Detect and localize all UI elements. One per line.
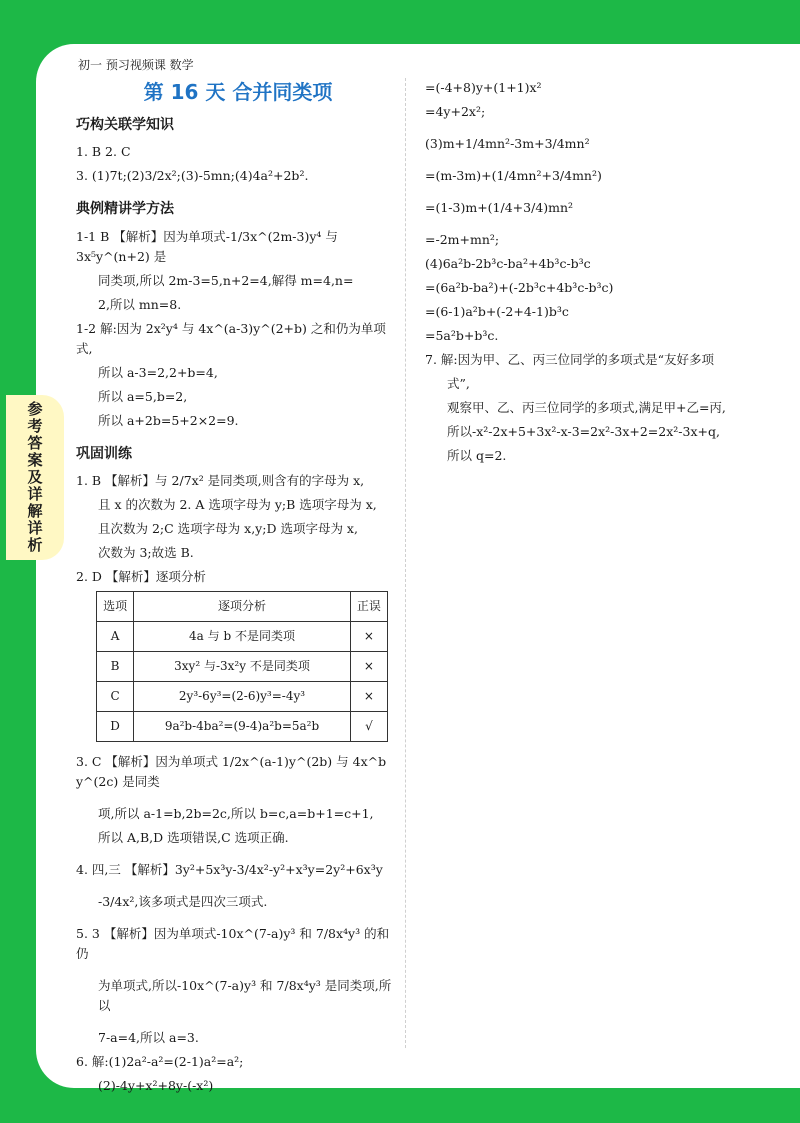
table-header: 选项 [97, 592, 134, 622]
answer-line: 1-1 B 【解析】因为单项式-1/3x^(2m-3)y⁴ 与 3x⁵y^(n+2) 是 [76, 228, 338, 264]
answer-line: 所以 a=5,b=2, [98, 388, 188, 404]
left-column [76, 110, 394, 1100]
answer-line: 为单项式,所以-10x^(7-a)y³ 和 7/8x⁴y³ 是同类项,所以 [98, 978, 392, 1014]
section-title: 典例精讲学方法 [76, 201, 174, 218]
table-cell: D [97, 712, 134, 742]
answer-line: 观察甲、乙、丙三位同学的多项式,满足甲+乙=丙, [447, 400, 726, 415]
answer-line: 所以 q=2. [447, 448, 507, 463]
answer-line: 3. C 【解析】因为单项式 1/2x^(a-1)y^(2b) 与 4x^b y^(2c) 是同类 [76, 754, 387, 790]
page-title: 第 16 天 合并同类项 [143, 80, 333, 104]
answer-line: 次数为 3;故选 B. [98, 545, 194, 561]
table-row [97, 622, 388, 652]
table-header: 正误 [350, 592, 387, 622]
table-cell: √ [350, 712, 387, 742]
table-cell: × [350, 622, 387, 652]
analysis-table [96, 591, 388, 742]
side-tab [6, 395, 64, 560]
table-cell: × [350, 652, 387, 682]
answer-line: 4. 四,三 【解析】3y²+5x³y-3/4x²-y²+x³y=2y²+6x³y [76, 862, 383, 878]
table-cell: B [97, 652, 134, 682]
section-title: 巩固训练 [76, 445, 132, 462]
answer-line: 所以 a-3=2,2+b=4, [98, 364, 218, 380]
table-cell: 9a²b-4ba²=(9-4)a²b=5a²b [134, 712, 351, 742]
answer-line: 7. 解:因为甲、乙、丙三位同学的多项式是“友好多项 [425, 352, 715, 367]
answer-line: 2,所以 mn=8. [98, 296, 182, 312]
answer-line: =(6a²b-ba²)+(-2b³c+4b³c-b³c) [425, 280, 614, 295]
side-tab-label: 参考答案及详解详析 [25, 401, 44, 554]
table-cell: 3xy² 与-3x²y 不是同类项 [134, 652, 351, 682]
answer-line: =(1-3)m+(1/4+3/4)mn² [425, 200, 574, 215]
column-divider [405, 78, 406, 1048]
answer-line: 7-a=4,所以 a=3. [98, 1030, 199, 1046]
answer-line: 3. (1)7t;(2)3/2x²;(3)-5mn;(4)4a²+2b². [76, 168, 309, 184]
answer-line: 所以 a+2b=5+2×2=9. [98, 412, 239, 428]
answer-line: =(m-3m)+(1/4mn²+3/4mn²) [425, 168, 602, 183]
answer-line: (3)m+1/4mn²-3m+3/4mn² [425, 136, 590, 151]
answer-line: 式”, [447, 376, 470, 391]
answer-line: =(-4+8)y+(1+1)x² [425, 80, 542, 95]
table-cell: 4a 与 b 不是同类项 [134, 622, 351, 652]
answer-line: 1. B 2. C [76, 144, 131, 160]
answer-line: 所以 A,B,D 选项错误,C 选项正确. [98, 830, 289, 846]
section-title: 巧构关联学知识 [76, 117, 174, 133]
answer-line: =-2m+mn²; [425, 232, 500, 247]
answer-line: -3/4x²,该多项式是四次三项式. [98, 894, 268, 910]
answer-line: =4y+2x²; [425, 104, 486, 119]
answer-line: (2)-4y+x²+8y-(-x²) [98, 1078, 214, 1094]
table-header: 逐项分析 [134, 592, 351, 622]
right-column [425, 78, 735, 470]
answer-line: 且次数为 2;C 选项字母为 x,y;D 选项字母为 x, [98, 521, 358, 537]
answer-line: =5a²b+b³c. [425, 328, 499, 343]
answer-line: =(6-1)a²b+(-2+4-1)b³c [425, 304, 569, 319]
table-cell: C [97, 682, 134, 712]
answer-line: 同类项,所以 2m-3=5,n+2=4,解得 m=4,n= [98, 272, 354, 288]
table-cell: A [97, 622, 134, 652]
answer-line: 且 x 的次数为 2. A 选项字母为 y;B 选项字母为 x, [98, 497, 377, 513]
answer-line: 1-2 解:因为 2x²y⁴ 与 4x^(a-3)y^(2+b) 之和仍为单项式, [76, 320, 386, 356]
table-row [97, 682, 388, 712]
answer-line: (4)6a²b-2b³c-ba²+4b³c-b³c [425, 256, 591, 271]
answer-line: 2. D 【解析】逐项分析 [76, 569, 206, 585]
answer-line: 项,所以 a-1=b,2b=2c,所以 b=c,a=b+1=c+1, [98, 806, 374, 822]
table-row [97, 652, 388, 682]
answer-line: 6. 解:(1)2a²-a²=(2-1)a²=a²; [76, 1054, 244, 1070]
answer-line: 5. 3 【解析】因为单项式-10x^(7-a)y³ 和 7/8x⁴y³ 的和仍 [76, 926, 390, 962]
table-row [97, 712, 388, 742]
answer-line: 所以-x²-2x+5+3x²-x-3=2x²-3x+2=2x²-3x+q, [447, 424, 720, 439]
table-header-row [97, 592, 388, 622]
table-cell: 2y³-6y³=(2-6)y³=-4y³ [134, 682, 351, 712]
answer-line: 1. B 【解析】与 2/7x² 是同类项,则含有的字母为 x, [76, 473, 365, 489]
table-cell: × [350, 682, 387, 712]
running-header: 初一 预习视频课 数学 [78, 58, 194, 72]
